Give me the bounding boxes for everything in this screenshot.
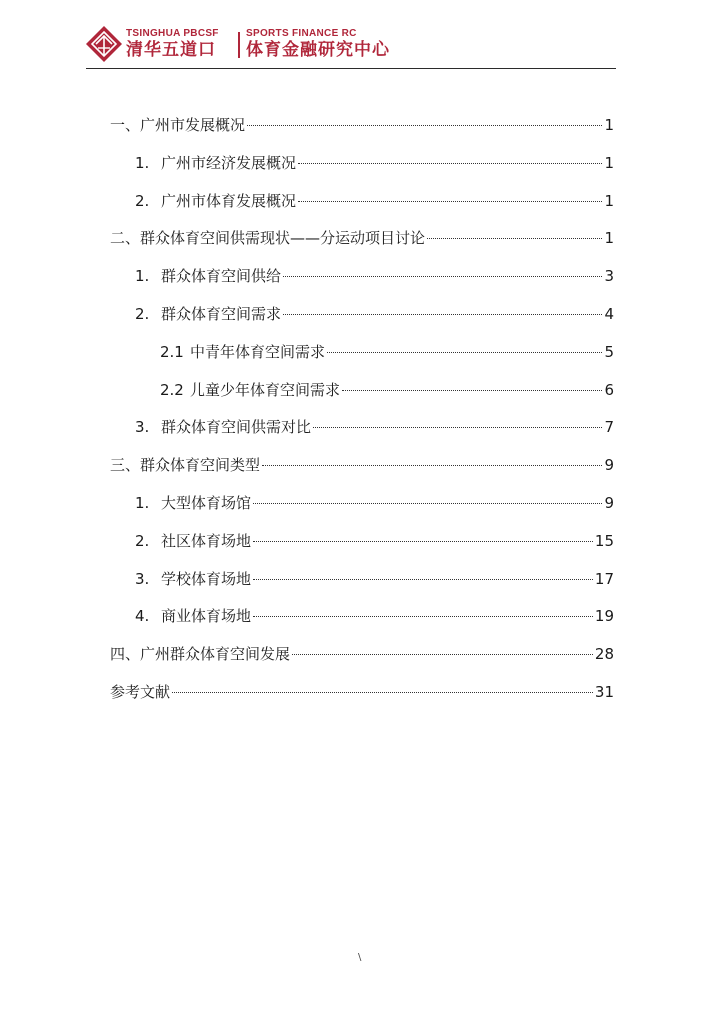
toc-entry-title: 大型体育场馆	[161, 494, 252, 512]
toc-entry-page-number: 19	[594, 607, 614, 626]
toc-entry-number: 2.2	[160, 380, 184, 399]
toc-entry-title: 儿童少年体育空间需求	[190, 380, 341, 399]
toc-entry[interactable]	[135, 491, 614, 515]
toc-entry-number: 四、	[110, 645, 141, 664]
toc-entry-page-number: 1	[604, 229, 614, 248]
page-header	[86, 26, 616, 69]
toc-entry-title: 广州群众体育空间发展	[140, 645, 291, 664]
toc-entry-page-number: 31	[594, 683, 614, 701]
tsinghua-pbcsf-logo-icon	[86, 26, 122, 62]
toc-entry[interactable]	[135, 604, 614, 628]
brand-right-chinese: 体育金融研究中心	[246, 40, 390, 60]
toc-entry-page-number: 4	[604, 305, 614, 323]
toc-dot-leader	[253, 541, 593, 542]
toc-entry-title: 群众体育空间需求	[161, 305, 282, 323]
toc-entry[interactable]	[135, 264, 614, 288]
toc-entry-number: 2.1	[160, 342, 184, 361]
toc-dot-leader	[247, 125, 602, 126]
toc-dot-leader	[292, 654, 593, 655]
toc-dot-leader	[313, 427, 602, 428]
toc-entry[interactable]	[110, 680, 614, 704]
toc-entry[interactable]	[135, 567, 614, 591]
toc-entry-number: 三、	[110, 456, 141, 475]
brand-right-english: SPORTS FINANCE RC	[246, 28, 357, 39]
toc-dot-leader	[283, 314, 602, 315]
toc-dot-leader	[172, 692, 593, 693]
toc-entry[interactable]	[110, 642, 614, 666]
toc-entry-page-number: 5	[604, 342, 614, 361]
toc-entry[interactable]	[135, 189, 614, 213]
toc-dot-leader	[253, 503, 602, 504]
toc-entry-number: 一、	[110, 116, 141, 134]
toc-dot-leader	[262, 465, 602, 466]
toc-entry-title: 群众体育空间供给	[161, 267, 282, 286]
toc-entry-page-number: 6	[604, 380, 614, 399]
toc-entry-number: 1.	[135, 494, 150, 512]
toc-entry[interactable]	[135, 151, 614, 175]
brand-right	[246, 28, 390, 61]
toc-entry-number: 1.	[135, 153, 150, 172]
brand-left-english: TSINGHUA PBCSF	[126, 28, 219, 39]
toc-entry-page-number: 1	[604, 191, 614, 210]
toc-entry[interactable]	[160, 378, 614, 402]
toc-entry-page-number: 7	[604, 418, 614, 437]
toc-entry[interactable]	[110, 113, 614, 137]
toc-entry-page-number: 3	[604, 267, 614, 286]
toc-entry-number: 4.	[135, 607, 150, 626]
toc-entry-title: 群众体育空间类型	[140, 456, 261, 475]
brand-left	[126, 28, 219, 61]
toc-dot-leader	[253, 579, 593, 580]
toc-entry[interactable]	[160, 340, 614, 364]
toc-entry[interactable]	[135, 529, 614, 553]
toc-entry-page-number: 9	[604, 456, 614, 475]
toc-entry-title: 参考文献	[110, 683, 171, 701]
toc-entry[interactable]	[135, 415, 614, 439]
toc-entry[interactable]	[110, 453, 614, 477]
toc-entry-page-number: 17	[594, 569, 614, 588]
footer-mark: \	[358, 952, 362, 963]
toc-entry-title: 中青年体育空间需求	[190, 342, 326, 361]
toc-entry-number: 3.	[135, 569, 150, 588]
brand-left-chinese: 清华五道口	[126, 40, 216, 60]
brand-separator	[238, 32, 240, 58]
toc-entry-title: 群众体育空间供需对比	[161, 418, 312, 437]
toc-dot-leader	[298, 201, 602, 202]
toc-entry-number: 2.	[135, 305, 150, 323]
toc-entry-page-number: 1	[604, 153, 614, 172]
toc-dot-leader	[298, 163, 602, 164]
toc-entry-title: 商业体育场地	[161, 607, 252, 626]
toc-entry-number: 2.	[135, 531, 150, 550]
toc-entry-page-number: 28	[594, 645, 614, 664]
toc-entry-title: 广州市发展概况	[140, 116, 246, 134]
toc-entry-title: 社区体育场地	[161, 531, 252, 550]
toc-entry-page-number: 15	[594, 531, 614, 550]
toc-entry[interactable]	[110, 226, 614, 250]
toc-entry-number: 二、	[110, 229, 141, 248]
toc-dot-leader	[327, 352, 602, 353]
toc-entry-number: 1.	[135, 267, 150, 286]
toc-entry[interactable]	[135, 302, 614, 326]
toc-entry-title: 群众体育空间供需现状——分运动项目讨论	[140, 229, 426, 248]
toc-entry-title: 学校体育场地	[161, 569, 252, 588]
toc-dot-leader	[253, 616, 593, 617]
toc-entry-title: 广州市体育发展概况	[161, 191, 297, 210]
toc-entry-title: 广州市经济发展概况	[161, 153, 297, 172]
toc-entry-page-number: 9	[604, 494, 614, 512]
toc-entry-page-number: 1	[604, 116, 614, 134]
toc-entry-number: 3.	[135, 418, 150, 437]
toc-dot-leader	[427, 238, 602, 239]
toc-entry-number: 2.	[135, 191, 150, 210]
toc-dot-leader	[283, 276, 602, 277]
toc-dot-leader	[342, 390, 602, 391]
